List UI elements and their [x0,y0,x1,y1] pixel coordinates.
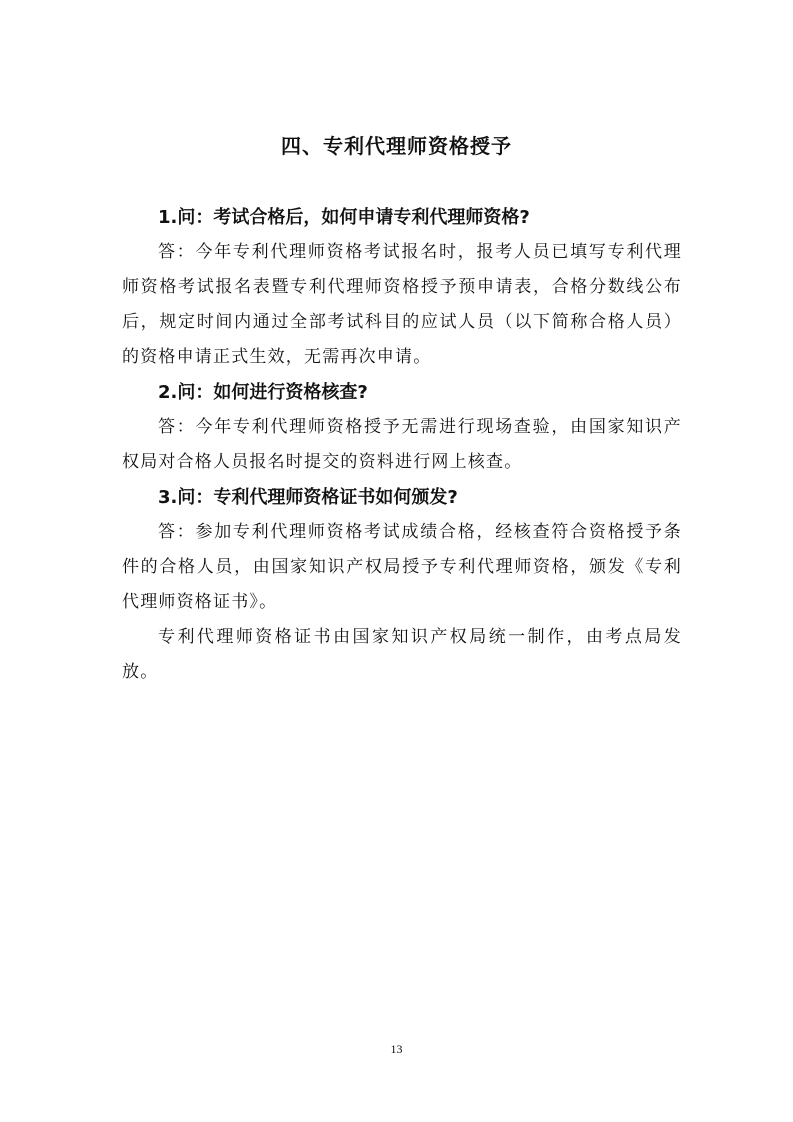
question-1: 1.问：考试合格后，如何申请专利代理师资格? [158,207,530,228]
answer-3-paragraph-2: 专利代理师资格证书由国家知识产权局统一制作，由考点局发放。 [122,627,682,682]
question-3: 3.问：专利代理师资格证书如何颁发? [158,487,458,508]
answer-1: 答：今年专利代理师资格考试报名时，报考人员已填写专利代理师资格考试报名表暨专利代理师资格授予预申请表，合格分数线公布后，规定时间内通过全部考试科目的应试人员（以下简称合格人员）的资格申请正式生效，无需再次申请。 [122,242,682,367]
answer-3: 答：参加专利代理师资格考试成绩合格，经核查符合资格授予条件的合格人员，由国家知识产权局授予专利代理师资格，颁发《专利代理师资格证书》。 [122,522,682,612]
answer-2: 答：今年专利代理师资格授予无需进行现场查验，由国家知识产权局对合格人员报名时提交的资料进行网上核查。 [122,417,682,472]
question-2: 2.问：如何进行资格核查? [158,382,368,403]
section-title: 四、专利代理师资格授予 [281,134,512,158]
qa-content [122,200,682,690]
page-number: 13 [390,1042,403,1056]
